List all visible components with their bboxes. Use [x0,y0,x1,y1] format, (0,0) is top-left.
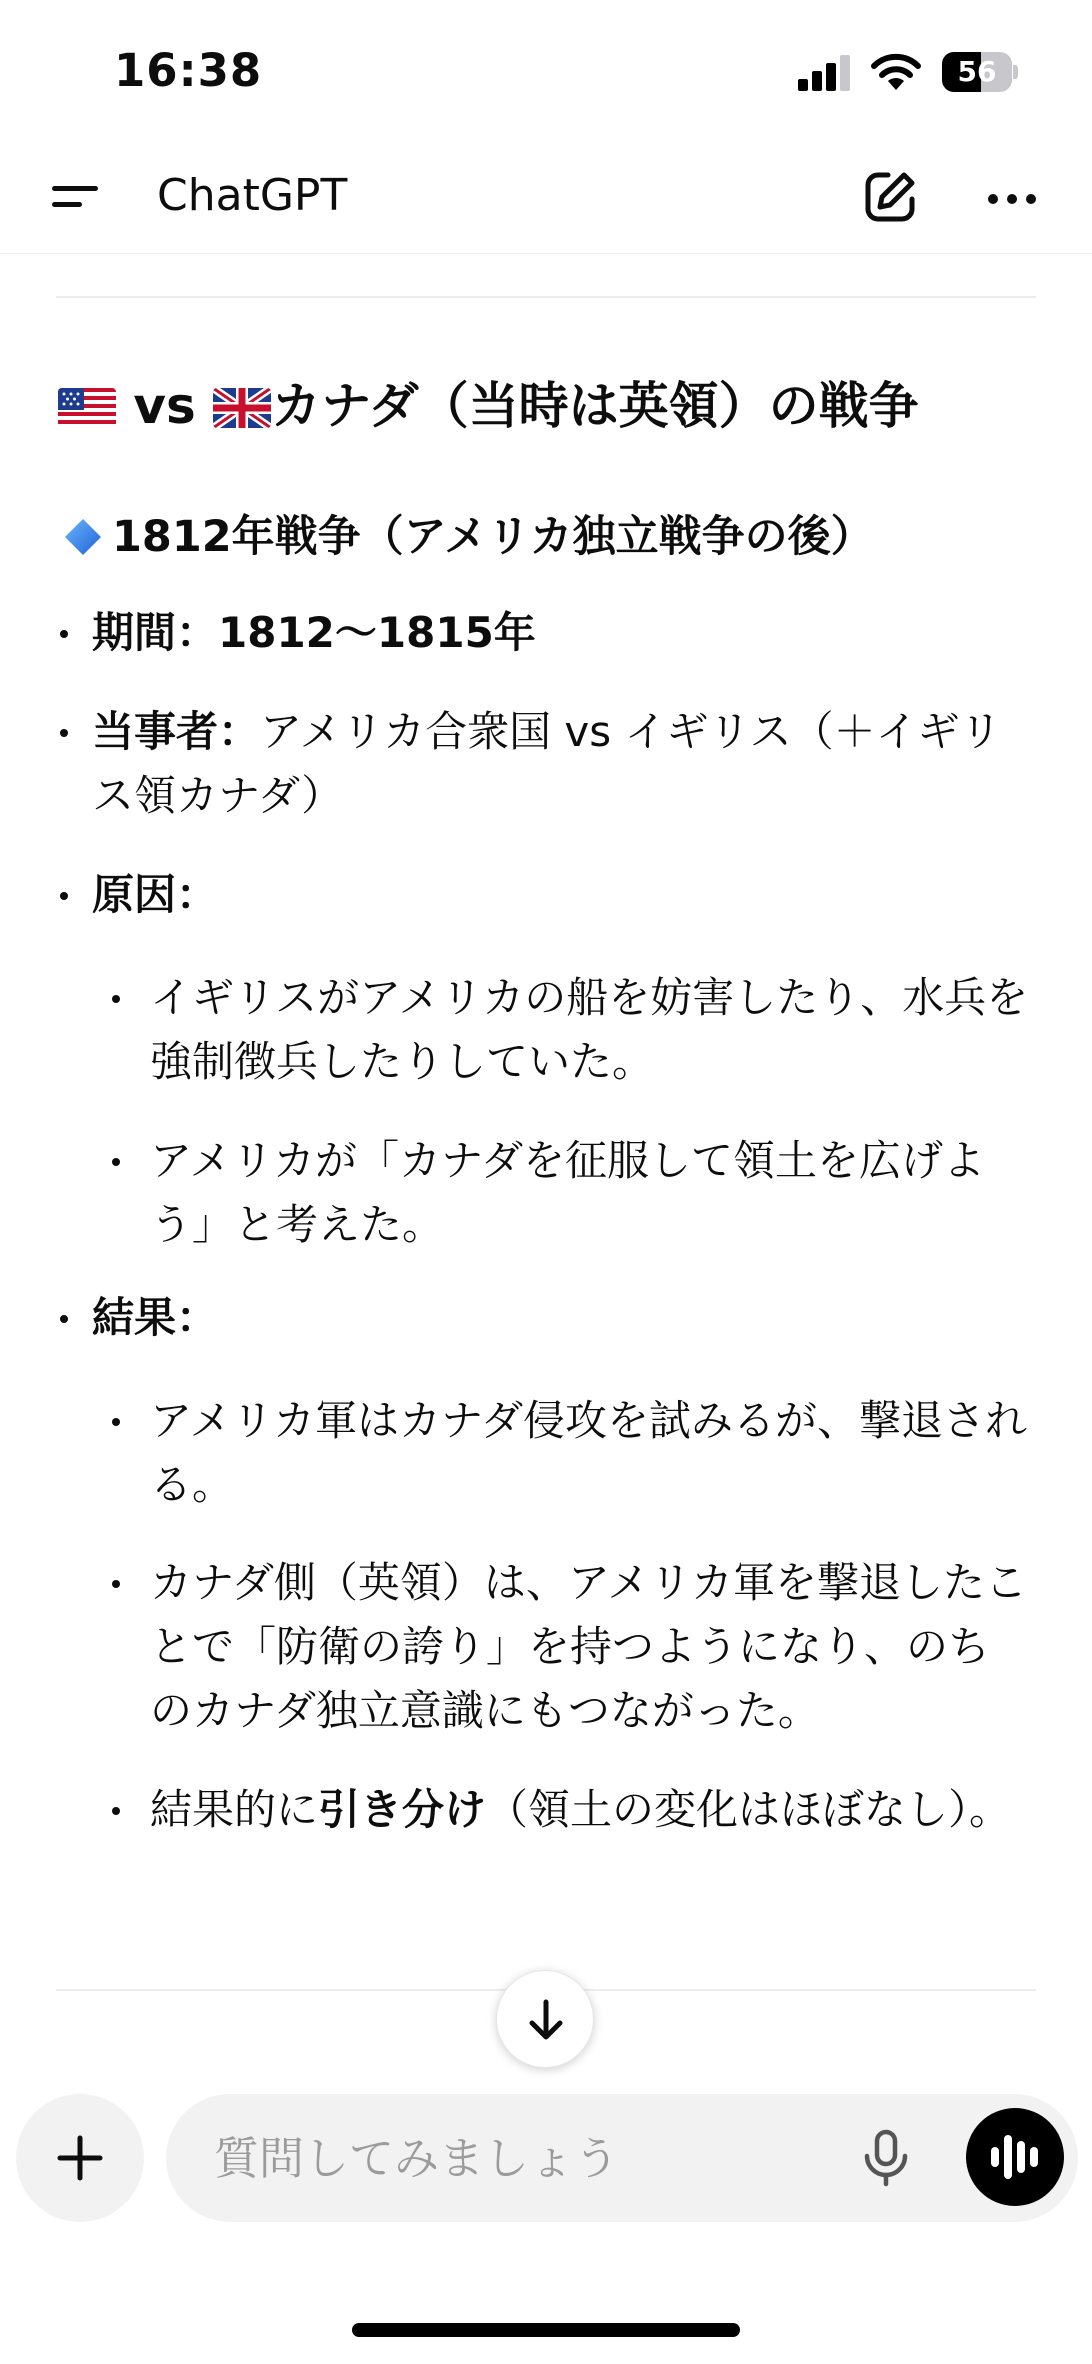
result-item [150,1551,1030,1743]
cause-item [150,966,1030,1094]
list-item-parties [92,700,1042,828]
status-bar [0,0,1092,140]
period-label: 期間：1812〜1815年 [92,608,536,657]
bullet [60,892,68,900]
assistant-message [0,254,1092,2084]
status-time: 16:38 [114,44,263,97]
signal-strength-icon [798,55,852,91]
home-indicator [352,2323,740,2337]
result-item [150,1389,1030,1517]
battery-icon [942,52,1018,92]
app-header [0,140,1092,254]
ellipsis-icon [988,194,998,204]
list-item-causes [92,863,1042,927]
heading-vs: vs [116,377,214,435]
edit-icon [858,165,922,229]
attach-button[interactable] [16,2094,144,2222]
list-item-period [92,601,1042,665]
subheading-text: 1812年戦争（アメリカ独立戦争の後） [112,512,874,562]
list-item-results [92,1286,1042,1350]
cause-text: イギリスがアメリカの船を妨害したり、水兵を強制徴兵したりしていた。 [150,973,1029,1086]
arrow-down-icon [522,1996,570,2044]
result-final-prefix: 結果的に [150,1785,319,1834]
result-final-bold: 引き分け [318,1785,487,1834]
war-subheading [64,507,874,567]
causes-label: 原因： [92,870,219,919]
heading-text: カナダ（当時は英領）の戦争 [271,377,919,435]
bullet [112,1158,120,1166]
cause-item [150,1129,1030,1257]
bullet [112,1580,120,1588]
section-heading [58,373,919,439]
uk-flag-icon [213,388,271,428]
scroll-to-bottom-button[interactable] [496,1970,594,2068]
blue-diamond-icon [64,518,102,556]
voice-mode-button[interactable] [966,2108,1064,2206]
message-composer [166,2094,1078,2222]
cause-text: アメリカが「カナダを征服して領土を広げよう」と考えた。 [150,1136,985,1249]
result-item [150,1778,1030,1842]
us-flag-icon [58,388,116,428]
parties-label: 当事者： [92,707,261,756]
bullet [112,1418,120,1426]
result-text: カナダ側（英領）は、アメリカ軍を撃退したことで「防衛の誇り」を持つようになり、のちのカナダ独立意識にもつながった。 [150,1558,1027,1735]
wifi-icon [870,52,922,92]
microphone-icon [856,2128,916,2188]
plus-icon [56,2134,104,2182]
parties-value: アメリカ合衆国 vs イギリス（＋イギリス領カナダ） [92,707,1002,820]
bullet [112,1807,120,1815]
bullet [60,630,68,638]
result-label: 結果： [92,1293,219,1342]
divider [56,296,1036,298]
message-input[interactable] [214,2124,834,2192]
bullet [60,729,68,737]
result-final-suffix: （領土の変化はほぼなし）。 [486,1785,1012,1834]
dictation-button[interactable] [856,2128,916,2188]
bullet [112,995,120,1003]
result-text: アメリカ軍はカナダ侵攻を試みるが、撃退される。 [150,1396,1027,1509]
new-chat-button[interactable] [858,165,922,229]
voice-waveform-icon [991,2147,999,2167]
menu-button[interactable] [44,166,104,226]
battery-level: 56 [957,55,997,88]
menu-icon [52,186,98,191]
app-title: ChatGPT [157,170,348,221]
more-options-button[interactable] [980,165,1044,229]
bullet [60,1315,68,1323]
